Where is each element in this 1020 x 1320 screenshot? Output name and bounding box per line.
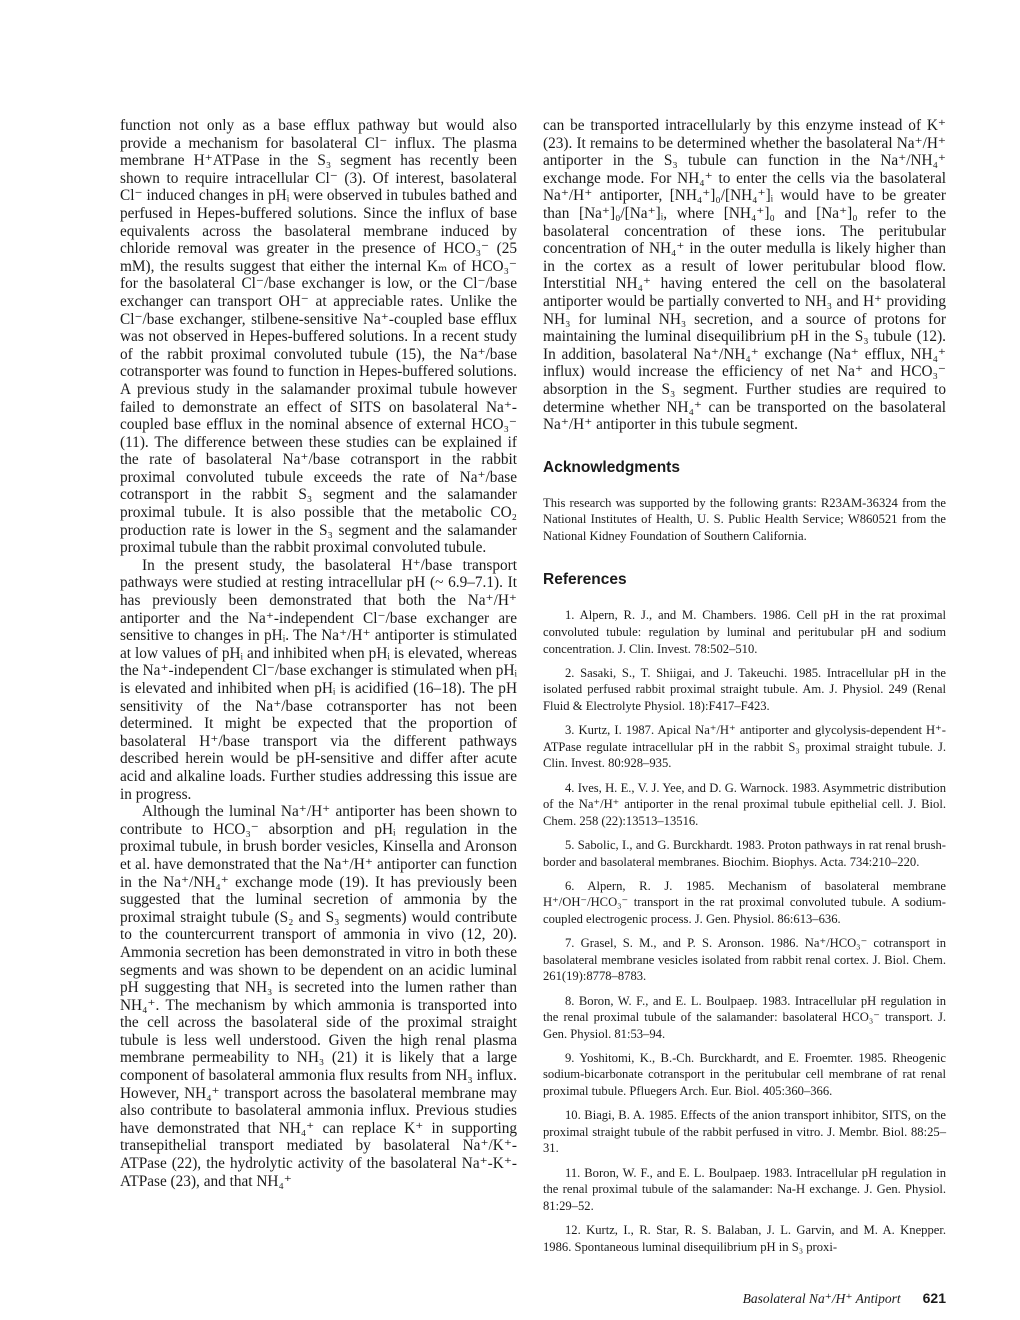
reference-item: 9. Yoshitomi, K., B.-Ch. Burckhardt, and E. Froemter. 1985. Rheogenic sodium-bicarbonate cotransport in the peritubular cell membrane of rat renal proximal tubule. Pfluegers Arch. Eur. Biol. 405:360–366. xyxy=(543,1050,946,1099)
running-title: Basolateral Na⁺/H⁺ Antiport xyxy=(742,1291,901,1306)
page-number: 621 xyxy=(922,1290,946,1306)
acknowledgments-heading: Acknowledgments xyxy=(543,458,680,476)
page-footer xyxy=(730,1290,946,1307)
left-column xyxy=(120,117,517,1190)
reference-item: 11. Boron, W. F., and E. L. Boulpaep. 1983. Intracellular pH regulation in the renal proximal tubule of the salamander: Na-H exchange. J. Gen. Physiol. 81:29–52. xyxy=(543,1165,946,1213)
reference-item: 8. Boron, W. F., and E. L. Boulpaep. 1983. Intracellular pH regulation in the renal proximal tubule of the salamander: basolateral HCO₃⁻ transport. J. Gen. Physiol. 81:53–94. xyxy=(543,993,946,1041)
body-paragraph: Although the luminal Na⁺/H⁺ antiporter has been shown to contribute to HCO₃⁻ absorption and pHᵢ regulation in the proximal tubule, in brush border vesicles, Kinsella and Aronson et al. have demonstrated that the Na⁺/H⁺ antiporter can function in the Na⁺/NH₄⁺ exchange mode (19). It has previously been suggested that the luminal secretion of ammonia by the proximal straight tubule (S₂ and S₃ segments) would contribute to the countercurrent transport of ammonia in vivo (12, 20). Ammonia secretion has been demonstrated in vitro in both these segments and was shown to be dependent on an acidic luminal pH suggesting that NH₃ is secreted into the lumen rather than NH₄⁺. The mechanism by which ammonia is transported into the cell across the basolateral side of the proximal straight tubule is less well understood. Given the high renal plasma membrane permeability to NH₃ (21) it is likely that a large component of basolateral ammonia flux results from NH₃ influx. However, NH₄⁺ transport across the basolateral membrane may also contribute to basolateral ammonia influx. Previous studies have demonstrated that NH₄⁺ can replace K⁺ in supporting transepithelial transport mediated by basolateral Na⁺/K⁺-ATPase (22), the hydrolytic activity of the basolateral Na⁺-K⁺-ATPase (23), and that NH₄⁺ xyxy=(120,803,517,1190)
body-paragraph: In the present study, the basolateral H⁺/base transport pathways were studied at resting intracellular pH (~ 6.9–7.1). It has previously been demonstrated that both the Na⁺/H⁺ antiporter and the Na⁺-independent Cl⁻/base exchanger are sensitive to changes in pHᵢ. The Na⁺/H⁺ antiporter is stimulated at low values of pHᵢ and inhibited when pHᵢ is elevated, whereas the Na⁺-independent Cl⁻/base exchanger is stimulated when pHᵢ is elevated and inhibited when pHᵢ is acidified (16–18). The pH sensitivity of the Na⁺/base cotransporter has not been determined. It might be expected that the proportion of basolateral H⁺/base transport via the different pathways described herein would be pH-sensitive and differ after acute acid and alkaline loads. Further studies addressing this issue are in progress. xyxy=(120,556,517,803)
reference-item: 1. Alpern, R. J., and M. Chambers. 1986. Cell pH in the rat proximal convoluted tubule: regulation by luminal and peritubular pH and sodium concentration. J. Clin. Invest. 78:502–510. xyxy=(543,608,946,656)
reference-item: 6. Alpern, R. J. 1985. Mechanism of basolateral membrane H⁺/OH⁻/HCO₃⁻ transport in the rat proximal convoluted tubule. A sodium-coupled electrogenic process. J. Gen. Physiol. 86:613–636. xyxy=(543,878,946,926)
reference-item: 5. Sabolic, I., and G. Burckhardt. 1983. Proton pathways in rat renal brush-border and basolateral membranes. Biochim. Biophys. Acta. 734:210–220. xyxy=(543,837,946,869)
reference-item: 4. Ives, H. E., V. J. Yee, and D. G. Warnock. 1983. Asymmetric distribution of the Na⁺/H⁺ antiporter in the renal proximal tubule epithelial cell. J. Biol. Chem. 258 (22):13513–13516. xyxy=(543,780,946,828)
reference-item: 12. Kurtz, I., R. Star, R. S. Balaban, J. L. Garvin, and M. A. Knepper. 1986. Spontaneous luminal disequilibrium pH in S₃ proxi- xyxy=(543,1223,946,1254)
reference-item: 7. Grasel, S. M., and P. S. Aronson. 1986. Na⁺/HCO₃⁻ cotransport in basolateral membrane vesicles isolated from rabbit renal cortex. J. Biol. Chem. 261(19):8778–8783. xyxy=(543,936,946,984)
reference-item: 10. Biagi, B. A. 1985. Effects of the anion transport inhibitor, SITS, on the proximal straight tubule of the rabbit perfused in vitro. J. Membr. Biol. 88:25–31. xyxy=(543,1108,946,1156)
reference-list xyxy=(543,607,946,1255)
body-paragraph: can be transported intracellularly by this enzyme instead of K⁺ (23). It remains to be determined whether the basolateral Na⁺/H⁺ antiporter in the S₃ tubule can function in the Na⁺/NH₄⁺ exchange mode. For NH₄⁺ to enter the cells via the basolateral Na⁺/H⁺ antiporter, [NH₄⁺]₀/[NH₄⁺]ᵢ would have to be greater than [Na⁺]₀/[Na⁺]ᵢ, where [NH₄⁺]₀ and [Na⁺]₀ refer to the basolateral concentration of these ions. The peritubular concentration of NH₄⁺ in the outer medulla is likely higher than in the cortex as a result of lower peritubular blood flow. Interstitial NH₄⁺ having entered the cell on the basolateral antiporter would be partially converted to NH₃ and H⁺ providing NH₃ for luminal NH₃ secretion, and a source of protons for maintaining the luminal disequilibrium pH in the S₃ tubule (12). In addition, basolateral Na⁺/NH₄⁺ exchange (Na⁺ efflux, NH₄⁺ influx) would increase the efficiency of net Na⁺ and HCO₃⁻ absorption in the S₃ segment. Further studies are required to determine whether NH₄⁺ can be transported on the basolateral Na⁺/H⁺ antiporter in this tubule segment. xyxy=(543,117,946,434)
right-column xyxy=(543,117,946,1263)
reference-item: 3. Kurtz, I. 1987. Apical Na⁺/H⁺ antiporter and glycolysis-dependent H⁺-ATPase regulate intracellular pH in the rabbit S₃ proximal straight tubule. J. Clin. Invest. 80:928–935. xyxy=(543,723,946,771)
body-paragraph: function not only as a base efflux pathway but would also provide a mechanism for basolateral Cl⁻ influx. The plasma membrane H⁺ATPase in the S₃ segment has recently been shown to require intracellular Cl⁻ (3). Of interest, basolateral Cl⁻ induced changes in pHᵢ were observed in tubules bathed and perfused in Hepes-buffered solutions. Since the influx of base equivalents across the basolateral membrane induced by chloride removal was greater in the presence of HCO₃⁻ (25 mM), the results suggest that either the internal Kₘ of HCO₃⁻ for the basolateral Cl⁻/base exchanger is low, or the Cl⁻/base exchanger can transport OH⁻ at appreciable rates. Unlike the Cl⁻/base exchanger, stilbene-sensitive Na⁺-coupled base efflux was not observed in Hepes-buffered solutions. In a recent study of the rabbit proximal convoluted tubule (15), the Na⁺/base cotransporter was found to function in Hepes-buffered solutions. A previous study in the salamander proximal tubule however failed to demonstrate an effect of SITS on basolateral Na⁺-coupled base efflux in the nominal absence of external HCO₃⁻ (11). The difference between these studies can be explained if the rate of basolateral Na⁺/base cotransport in the rabbit proximal convoluted tubule exceeds the rate of Na⁺/base cotransport in the rabbit S₃ segment and the salamander proximal tubule. It is also possible that the metabolic CO₂ production rate is lower in the S₃ segment and the salamander proximal tubule than the rabbit proximal convoluted tubule. xyxy=(120,117,517,557)
reference-item: 2. Sasaki, S., T. Shiigai, and J. Takeuchi. 1985. Intracellular pH in the isolated perfused rabbit proximal straight tubule. Am. J. Physiol. 249 (Renal Fluid & Electrolyte Physiol. 18):F417–F423. xyxy=(543,665,946,714)
references-heading: References xyxy=(543,571,627,589)
acknowledgments-text: This research was supported by the following grants: R23AM-36324 from the National Institutes of Health, U. S. Public Health Service; W860521 from the National Kidney Foundation of Southern California. xyxy=(543,495,946,543)
